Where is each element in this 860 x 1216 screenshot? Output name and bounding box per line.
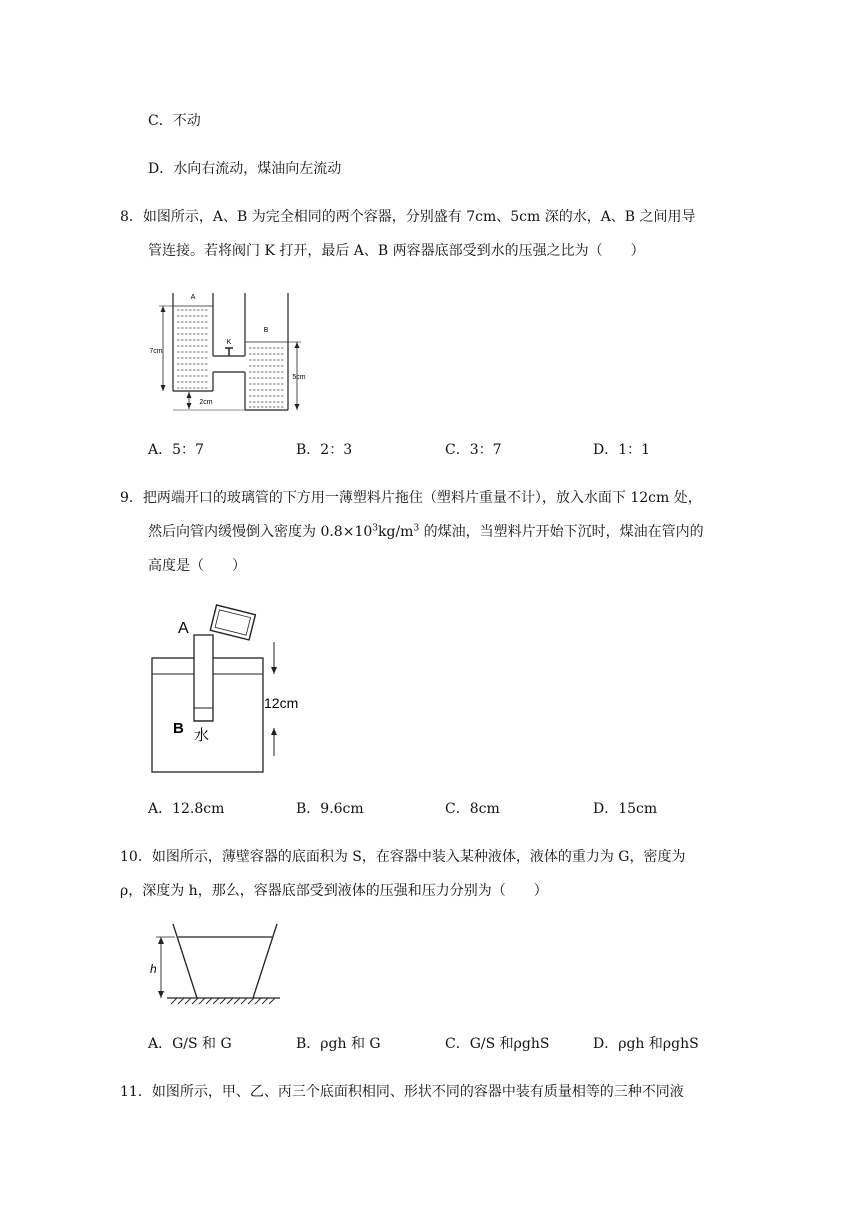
q9-label-water: 水 — [194, 727, 210, 744]
q9-label-12cm: 12cm — [264, 695, 299, 711]
q10-label-h: h — [150, 962, 157, 976]
q9-figure-glass-tube — [150, 602, 310, 782]
q8-option-d: D．1：1 — [593, 442, 651, 458]
q7-option-d: D．水向右流动，煤油向左流动 — [148, 161, 342, 177]
q9-option-b: B．9.6cm — [296, 801, 364, 817]
q9-stem-line2: 然后向管内缓慢倒入密度为 $0.8\times 10^3kg/m^3$ 的煤油，当塑料片开始下沉时，煤油在管内的 — [148, 523, 704, 540]
q9-stem-line1: 9．把两端开口的玻璃管的下方用一薄塑料片拖住（塑料片重量不计），放入水面下 12cm 处， — [120, 490, 702, 506]
q9-option-c: C．8cm — [445, 801, 500, 817]
q10-option-b: B．ρgh 和 G — [296, 1036, 381, 1052]
q9-option-d: D．15cm — [593, 801, 658, 817]
q8-stem-line1: 8．如图所示，A、B 为完全相同的两个容器，分别盛有 7cm、5cm 深的水，A、B 之间用导 — [120, 209, 696, 225]
q10-stem-line2: ρ，深度为 h，那么，容器底部受到液体的压强和压力分别为（ ） — [120, 883, 548, 899]
q8-label-k: K — [226, 339, 232, 346]
q8-stem-line2: 管连接。若将阀门 K 打开，最后 A、B 两容器底部受到水的压强之比为（ ） — [148, 243, 645, 259]
q9-option-a: A．12.8cm — [148, 801, 225, 817]
q8-label-7cm: 7cm — [149, 348, 163, 355]
q8-option-b: B．2：3 — [296, 442, 353, 458]
q8-label-a: A — [190, 294, 196, 301]
q7-option-c: C．不动 — [148, 113, 201, 129]
q8-option-a: A．5：7 — [148, 442, 204, 458]
q8-label-2cm: 2cm — [199, 399, 213, 406]
q9-label-a: A — [178, 620, 189, 637]
q11-stem-line1: 11．如图所示，甲、乙、丙三个底面积相同、形状不同的容器中装有质量相等的三种不同液 — [120, 1084, 684, 1100]
q8-label-5cm: 5cm — [292, 374, 306, 381]
q8-option-c: C．3：7 — [445, 442, 502, 458]
q10-option-d: D．ρgh 和ρghS — [593, 1036, 699, 1052]
q9-label-b: B — [173, 720, 184, 737]
q10-option-a: A．G/S 和 G — [148, 1036, 232, 1052]
q10-option-c: C．G/S 和ρghS — [445, 1036, 550, 1052]
q8-figure-connected-containers — [145, 288, 315, 416]
q10-stem-line1: 10．如图所示，薄壁容器的底面积为 S，在容器中装入某种液体，液体的重力为 G，密度为 — [120, 849, 686, 865]
q9-stem-line3: 高度是（ ） — [148, 558, 246, 574]
q10-figure-trapezoid-container — [145, 922, 285, 1012]
q8-label-b: B — [263, 327, 269, 334]
